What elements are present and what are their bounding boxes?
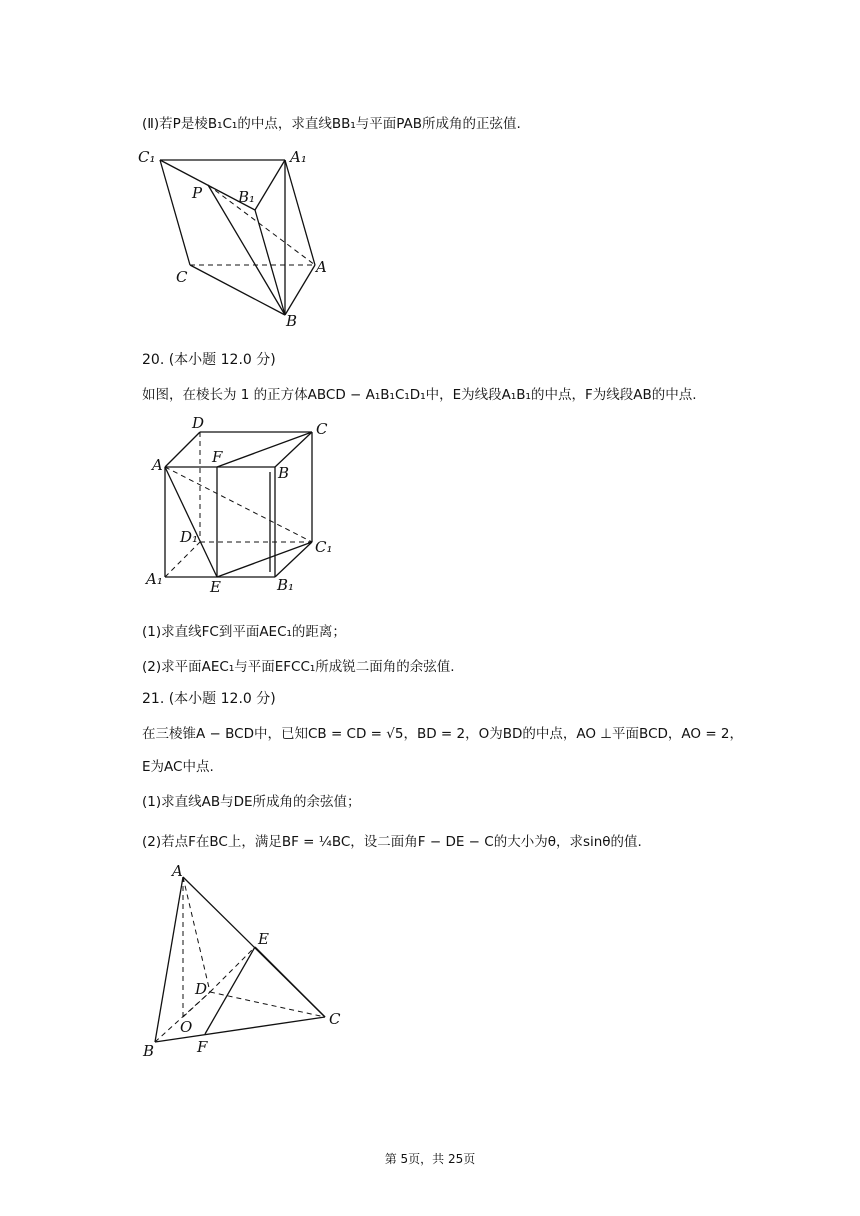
prism-figure [130, 140, 350, 335]
q21-stem-line1: 在三棱锥A − BCD中，已知CB = CD = √5，BD = 2，O为BD的中点，AO ⊥平面BCD，AO = 2， [142, 726, 744, 742]
q21-part2: (2)若点F在BC上，满足BF = ¼BC，设二面角F − DE − C的大小为θ，求sinθ的值. [142, 834, 642, 850]
q20-part2: (2)求平面AEC₁与平面EFCC₁所成锐二面角的余弦值. [142, 659, 455, 675]
q20-part1: (1)求直线FC到平面AEC₁的距离； [142, 624, 346, 640]
q21-stem-line2: E为AC中点. [142, 759, 214, 775]
label-A: A [172, 862, 183, 880]
label-B: B [278, 464, 290, 482]
label-A1: A₁ [146, 570, 163, 588]
label-C: C [316, 420, 328, 438]
label-F: F [212, 448, 223, 466]
label-B: B [286, 312, 298, 330]
label-A: A [152, 456, 163, 474]
q21-part1: (1)求直线AB与DE所成角的余弦值； [142, 794, 361, 810]
label-E: E [210, 578, 221, 596]
label-F: F [197, 1038, 208, 1056]
q21-header: 21. (本小题 12.0 分) [142, 691, 276, 707]
label-P: P [192, 184, 203, 202]
label-A: A [316, 258, 327, 276]
label-C1: C₁ [138, 148, 156, 166]
label-B1: B₁ [238, 188, 256, 206]
label-C: C [176, 268, 188, 286]
q19-part2-text: (Ⅱ)若P是棱B₁C₁的中点，求直线BB₁与平面PAB所成角的正弦值. [142, 116, 521, 132]
label-D1: D₁ [180, 528, 199, 546]
label-E: E [258, 930, 269, 948]
label-O: O [180, 1018, 193, 1036]
tetrahedron-figure [140, 862, 360, 1062]
q20-stem: 如图，在棱长为 1 的正方体ABCD − A₁B₁C₁D₁中，E为线段A₁B₁的中点，F为线段AB的中点. [142, 387, 697, 403]
label-C1: C₁ [315, 538, 333, 556]
label-A1: A₁ [290, 148, 307, 166]
q20-header: 20. (本小题 12.0 分) [142, 352, 276, 368]
cube-figure [140, 412, 350, 597]
label-C: C [329, 1010, 341, 1028]
label-D: D [192, 414, 205, 432]
label-B: B [143, 1042, 155, 1060]
page-footer: 第 5页，共 25页 [384, 1152, 476, 1166]
label-D: D [195, 980, 208, 998]
label-B1: B₁ [277, 576, 295, 594]
